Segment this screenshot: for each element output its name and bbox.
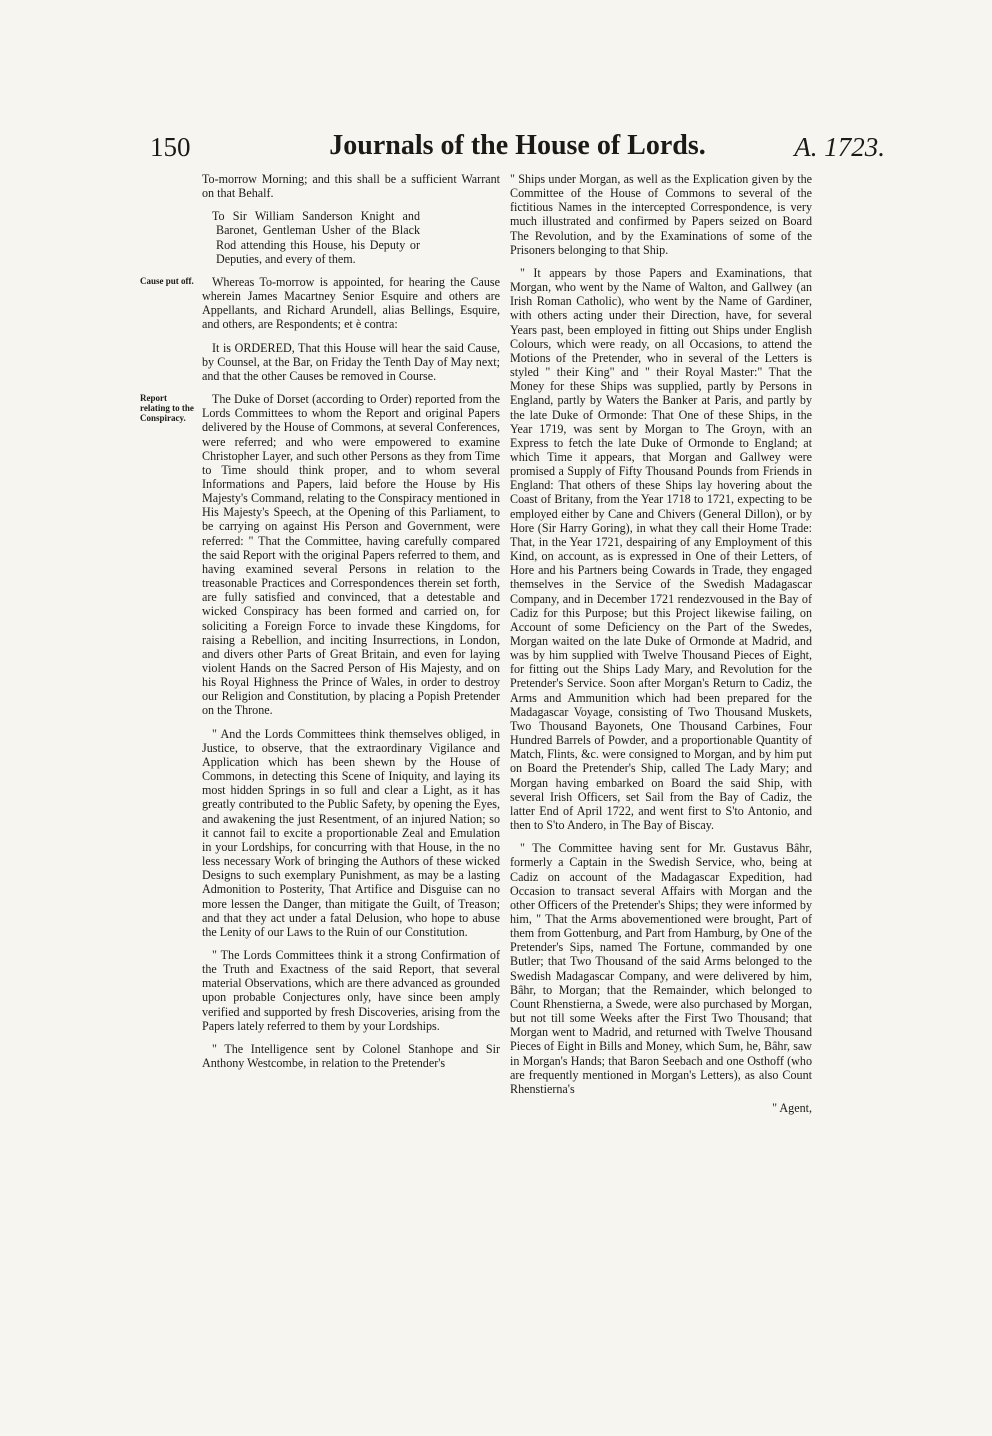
paragraph-text: To-morrow Morning; and this shall be a sufficient Warrant on that Behalf. [202,172,500,201]
paragraph-text: " The Lords Committees think it a strong Confirmation of the Truth and Exactness of the said Report, that several material Observations, which are there advanced as grounded upon probable Conjectures only, have since been amply verified and supported by fresh Discoveries, arising from the Papers lately referred to them by your Lordships. [202,947,500,1033]
paragraph [202,948,500,1033]
paragraph [202,1042,500,1070]
paragraph [202,727,500,939]
running-title: Journals of the House of Lords. [329,130,706,161]
page-number: 150 [150,132,191,162]
paragraph-text: " And the Lords Committees think themselves obliged, in Justice, to observe, that the extraordinary Vigilance and Application which has been shewn by the House of Commons, in detecting this Scene of Iniquity, and laying its most hidden Springs in so full and clear a Light, as it has greatly contributed to the Public Safety, by opening the Eyes, and awakening the just Resentment, of an injured Nation; so it cannot fail to excite a proportionable Zeal and Emulation in your Lordships, for concurring with that House, in the no less necessary Work of bringing the Authors of these wicked Designs to such exemplary Punishment, as may be a lasting Admonition to Posterity, That Artifice and Disguise can no more lessen the Danger, than mitigate the Guilt, of Treason; and that they act under a fatal Delusion, who hope to abuse the Lenity of our Laws to the Ruin of our Constitution. [202,726,500,939]
paragraph [140,392,500,718]
paragraph-text: It is ORDERED, That this House will hear the said Cause, by Counsel, at the Bar, on Friday the Tenth Day of May next; and that the other Causes be removed in Course. [202,340,500,383]
paragraph [212,209,500,266]
paragraph-text: To Sir William Sanderson Knight and Baronet, Gentleman Usher of the Black Rod attending this House, his Deputy or Deputies, and every of them. [212,209,420,266]
paragraph-text: " It appears by those Papers and Examinations, that Morgan, who went by the Name of Walton, and Gallwey (an Irish Roman Catholic), who went by the Name of Gardiner, with others acting under their Direction, have, for several Years past, been employed in fitting out Ships under English Colours, which were ready, on all Occasions, to attend the Motions of the Pretender, who in several of the Letters is styled " their King" and " their Royal Master:" That the Money for these Ships was supplied, partly by Persons in England, partly by Waters the Banker at Paris, and partly by the late Duke of Ormonde: That One of these Ships, in the Year 1719, was sent by Morgan to The Groyn, with an Express to fetch the late Duke of Ormonde to England; at which Time it appears, that Morgan and Gallwey were promised a Supply of Fifty Thousand Pounds from Friends in England: That others of these Ships lay hovering about the Coast of Britany, from the Year 1718 to 1721, expecting to be employed either by Cane and Chivers (General Dillon), or by Hore (Sir Harry Goring), in what they call their Home Trade: That, in the Year 1721, despairing of any Employment of this Kind, on account, as is expressed in One of their Letters, of Hore and his Partners being Cowards in Trade, they engaged themselves in the Service of the Swedish Madagascar Company, and in December 1721 rendezvoused in the Bay of Cadiz for this Purpose; but this Project likewise failing, on Account of some Deficiency on the Part of the Swedes, Morgan waited on the late Duke of Ormonde at Madrid, and was by him supplied with Twelve Thousand Pieces of Eight, for fitting out the Ships Lady Mary, and Revolution for the Pretender's Service. Soon after Morgan's Return to Cadiz, the Arms and Ammunition which had been prepared for the Madagascar Voyage, consisting of Two Thousand Muskets, Two Thousand Bayonets, One Thousand Carbines, Four Hundred Barrels of Powder, and a proportionable Quantity of Match, Flints, &c. were consigned to Morgan, and by him put on Board the Pretender's Ship, called The Lady Mary; and Morgan having embarked on Board the said Ship, with several Irish Officers, set Sail from the Bay of Cadiz, the latter End of April 1722, and went first to S'to Antonio, and then to S'to Andero, in The Bay of Biscay. [510,265,812,833]
paragraph [510,172,812,257]
running-header [150,132,885,172]
paragraph [510,841,812,1096]
year-marker: A. 1723. [794,132,885,162]
paragraph-text: " The Intelligence sent by Colonel Stanhope and Sir Anthony Westcombe, in relation to the Pretender's [202,1041,500,1071]
paragraph-text: " Ships under Morgan, as well as the Explication given by the Committee of the House of Commons to several of the fictitious Names in the intercepted Correspondence, is very much illustrated and confirmed by Papers seized on Board The Revolution, and by the Examinations of some of the Prisoners belonging to that Ship. [510,172,812,257]
paragraph-text: " Agent, [772,1101,812,1115]
left-column [140,172,500,1079]
paragraph-text: The Duke of Dorset (according to Order) reported from the Lords Committees to whom the Report and original Papers delivered by the House of Commons, at several Conferences, were referred; and who were empowered to examine Christopher Layer, and such other Persons as they from Time to Time should think proper, and to whom several Informations and Papers, laid before the House by His Majesty's Command, relating to the Conspiracy mentioned in His Majesty's Speech, at the Opening of this Parliament, to be carrying on against His Person and Government, were referred: " That the Committee, having carefully compared the said Report with the original Papers referred to them, and having examined several Persons in relation to the treasonable Practices and Correspondences therein set forth, are fully satisfied and convinced, that a detestable and wicked Conspiracy has been formed and carried on, for soliciting a Foreign Force to invade these Kingdoms, for raising a Rebellion, and inciting Insurrections, in London, and divers other Parts of Great Britain, and even for laying violent Hands on the Sacred Person of His Majesty, and on his Royal Highness the Prince of Wales, in order to destroy our Religion and Constitution, by placing a Popish Pretender on the Throne. [202,392,500,718]
paragraph [202,172,500,200]
marginal-note: Cause put off. [140,275,194,286]
paragraph [510,266,812,832]
marginal-note: Report relating to the Conspiracy. [140,393,194,424]
paragraph [140,274,500,332]
paragraph [510,1101,812,1115]
right-column [510,172,812,1124]
paragraph-text: " The Committee having sent for Mr. Gustavus Bâhr, formerly a Captain in the Swedish Service, who, being at Cadiz on account of the Madagascar Expedition, had Occasion to transact several Affairs with Morgan and the other Officers of the Pretender's Ships; they were informed by him, " That the Arms abovementioned were brought, Part of them from Gottenburg, and Part from Hamburg, by One of the Pretender's Sips, named The Fortune, commanded by one Butler; that Two Thousand of the said Arms belonged to the Swedish Madagascar Company, and were delivered by him, Bâhr, to Morgan; that the Remainder, which belonged to Count Rhenstierna, a Swede, were also purchased by Morgan, but not till some Weeks after the First Two Thousand; that Morgan went to Madrid, and returned with Twelve Thousand Pieces of Eight in Bills and Money, which Sum, he, Bâhr, saw in Morgan's Hands; that Baron Seebach and one Osthoff (who are frequently mentioned in Morgan's Letters), as also Count Rhenstierna's [510,841,812,1096]
paragraph [202,341,500,383]
paragraph-text: Whereas To-morrow is appointed, for hearing the Cause wherein James Macartney Senior Esquire and others are Appellants, and Richard Arundell, alias Bellings, Esquire, and others, are Respondents; et è contra: [202,274,500,332]
